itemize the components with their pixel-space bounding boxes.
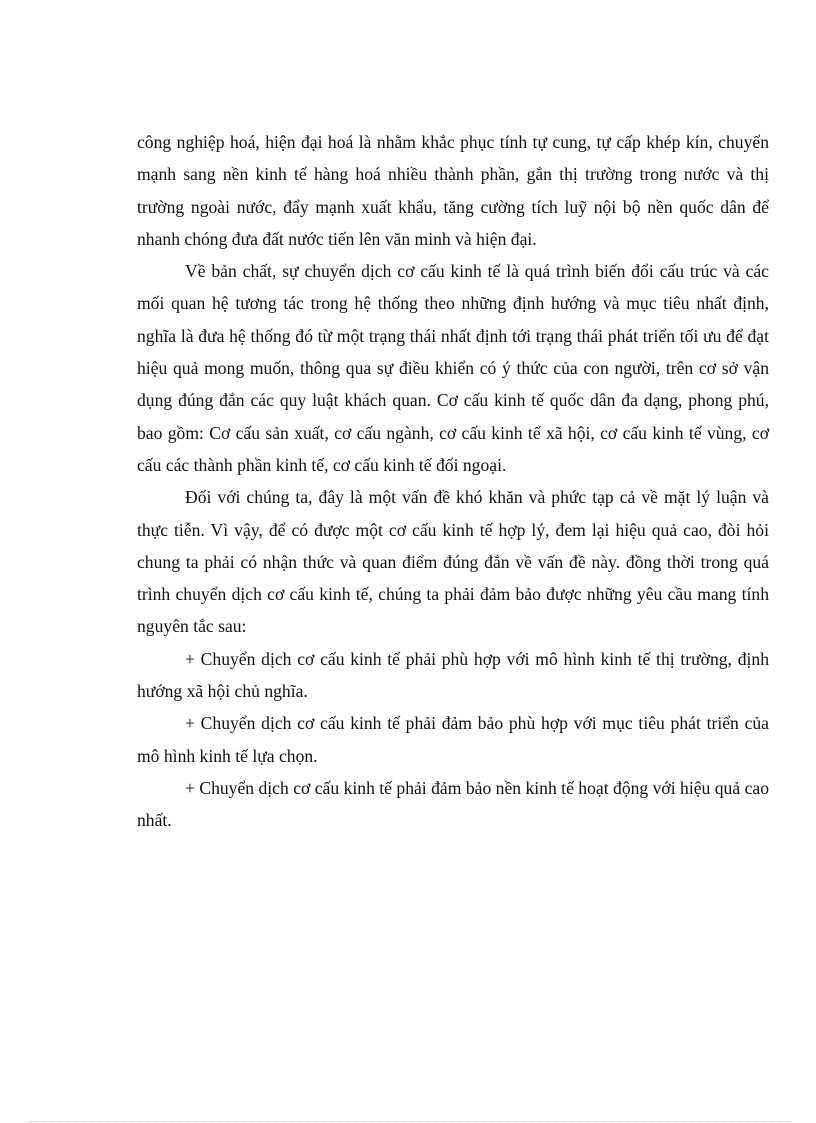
principle-item-2: + Chuyển dịch cơ cấu kinh tế phải đảm bảo phù hợp với mục tiêu phát triển của mô hình kinh tế lựa chọn. bbox=[137, 713, 769, 766]
document-body bbox=[137, 126, 769, 837]
paragraph-nature-of-restructuring: Về bản chất, sự chuyển dịch cơ cấu kinh tế là quá trình biến đổi cấu trúc và các mối quan hệ tương tác trong hệ thống theo những định hướng và mục tiêu nhất định, nghĩa là đưa hệ thống đó từ một trạng thái nhất định tới trạng thái phát triển tối ưu để đạt hiệu quả mong muốn, thông qua sự điều khiển có ý thức của con người, trên cơ sở vận dụng đúng đắn các quy luật khách quan. Cơ cấu kinh tế quốc dân đa dạng, phong phú, bao gồm: Cơ cấu sản xuất, cơ cấu ngành, cơ cấu kinh tế xã hội, cơ cấu kinh tế vùng, cơ cấu các thành phần kinh tế, cơ cấu kinh tế đối ngoại. bbox=[137, 261, 769, 475]
page-bottom-divider bbox=[28, 1121, 792, 1122]
paragraph-challenges: Đối với chúng ta, đây là một vấn đề khó khăn và phức tạp cả về mặt lý luận và thực tiễn. Vì vậy, để có được một cơ cấu kinh tế hợp lý, đem lại hiệu quả cao, đòi hỏi chung ta phải có nhận thức và quan điểm đúng đắn về vấn đề này. đồng thời trong quá trình chuyển dịch cơ cấu kinh tế, chúng ta phải đảm bảo được những yêu cầu mang tính nguyên tắc sau: bbox=[137, 487, 769, 637]
principle-item-3: + Chuyển dịch cơ cấu kinh tế phải đảm bảo nền kinh tế hoạt động với hiệu quả cao nhất. bbox=[137, 777, 769, 831]
principle-item-1: + Chuyển dịch cơ cấu kinh tế phải phù hợp với mô hình kinh tế thị trường, định hướng xã hội chủ nghĩa. bbox=[137, 648, 769, 702]
paragraph-intro-continuation: công nghiệp hoá, hiện đại hoá là nhằm khắc phục tính tự cung, tự cấp khép kín, chuyển mạnh sang nền kinh tế hàng hoá nhiều thành phần, gắn thị trường trong nước và thị trường ngoài nước, đẩy mạnh xuất khẩu, tăng cường tích luỹ nội bộ nền quốc dân để nhanh chóng đưa đất nước tiến lên văn minh và hiện đại. bbox=[137, 132, 769, 249]
